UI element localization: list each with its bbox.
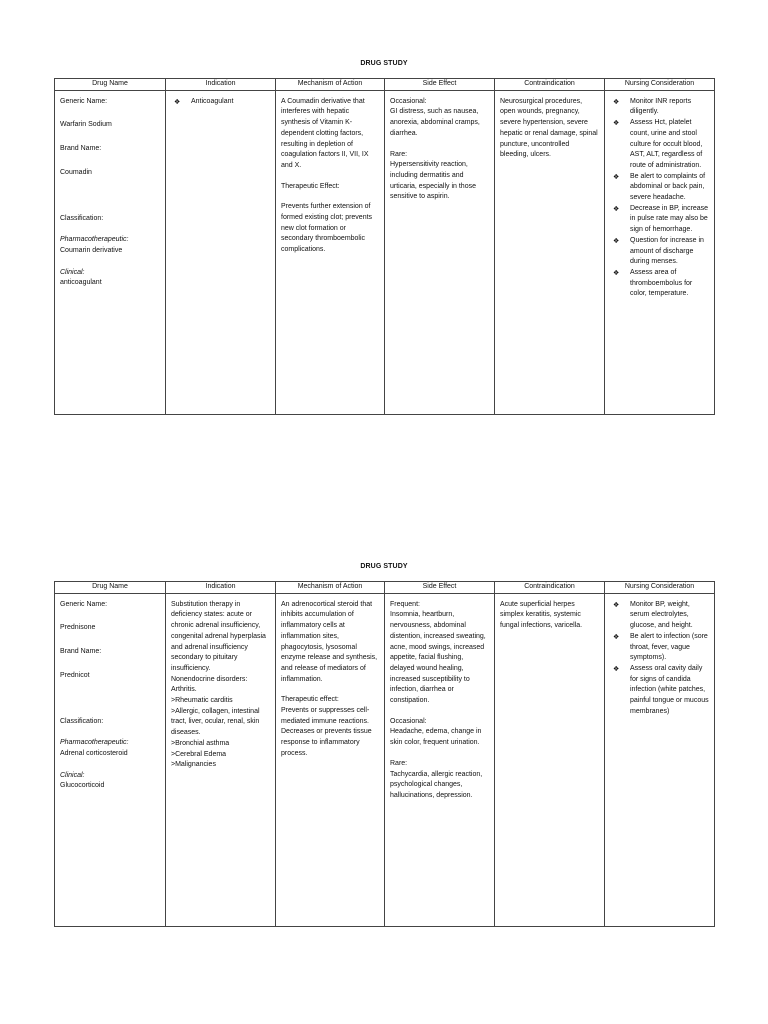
rare-text: Hypersensitivity reaction, including dermatitis and urticaria, especially in those sensitive to aspirin. [390, 161, 476, 201]
pharmacotherapeutic-label: Pharmacotherapeutic: [60, 236, 129, 244]
drug-study-table [54, 581, 715, 927]
generic-name: Warfarin Sodium [60, 121, 112, 129]
contraindication-cell [495, 90, 605, 414]
header-contraindication: Contraindication [495, 582, 605, 594]
occasional-text: Headache, edema, change in skin color, frequent urination. [390, 728, 482, 747]
mechanism-text: An adrenocortical steroid that inhibits accumulation of inflammatory cells at inflammation sites, phagocytosis, lysosomal enzyme release and synthesis, and release of mediators of inflammation. [281, 600, 378, 683]
indication-line: Substitution therapy in deficiency states: acute or chronic adrenal insufficiency, congenital adrenal hyperplasia and adrenal insufficiency secondary to pituitary insufficiency. [171, 600, 266, 672]
list-item: ❖ Assess oral cavity daily for signs of candida infection (white patches, painful tongue or mucous membranes) [610, 664, 709, 718]
rare-text: Tachycardia, allergic reaction, psychological changes, hallucinations, depression. [390, 770, 483, 799]
header-contraindication: Contraindication [495, 79, 605, 91]
drug-name-cell [55, 90, 166, 414]
occasional-label: Occasional: [390, 717, 427, 725]
table-header-row [55, 79, 715, 91]
list-item: ❖ Decrease in BP, increase in pulse rate may also be sign of hemorrhage. [610, 204, 709, 236]
drug-study-table [54, 78, 715, 415]
brand-name: Prednicot [60, 671, 90, 679]
classification-label: Classification: [60, 717, 104, 725]
indication-cell [166, 593, 276, 926]
frequent-label: Frequent: [390, 600, 420, 608]
therapeutic-effect-label: Therapeutic Effect: [281, 182, 340, 190]
nursing-list [610, 600, 709, 718]
indication-line: >Allergic, collagen, intestinal tract, liver, ocular, renal, skin diseases. [171, 707, 260, 737]
header-indication: Indication [166, 582, 276, 594]
indication-cell [166, 90, 276, 414]
contraindication-text: Neurosurgical procedures, open wounds, pregnancy, severe hypertension, severe hepatic or renal damage, spinal puncture, uncontrolled bleeding, ulcers. [500, 97, 598, 159]
list-item: ❖ Assess area of thromboembolus for color, temperature. [610, 268, 709, 300]
brand-name: Coumadin [60, 168, 92, 176]
drug-name-cell [55, 593, 166, 926]
classification-label: Classification: [60, 214, 104, 222]
indication-line: Nonendocrine disorders: Arthritis. [171, 675, 248, 694]
nursing-cell [605, 90, 715, 414]
indication-line: >Rheumatic carditis [171, 697, 233, 705]
pharmacotherapeutic-value: Coumarin derivative [60, 246, 123, 254]
mechanism-cell [276, 593, 385, 926]
header-mechanism: Mechanism of Action [276, 582, 385, 594]
table-row [55, 593, 715, 926]
drug-study-2 [54, 563, 714, 927]
frequent-text: Insomnia, heartburn, nervousness, abdominal distention, increased sweating, acne, mood swings, increased appetite, facial flushing, delayed wound healing, increased susceptibility to infection, diarrhea or constipation. [390, 611, 486, 705]
rare-label: Rare: [390, 759, 408, 767]
table-row [55, 90, 715, 414]
header-drug-name: Drug Name [55, 582, 166, 594]
brand-name-label: Brand Name: [60, 648, 102, 656]
clinical-label: Clinical: [60, 268, 85, 276]
rare-label: Rare: [390, 150, 408, 158]
header-side-effect: Side Effect [385, 582, 495, 594]
header-indication: Indication [166, 79, 276, 91]
brand-name-label: Brand Name: [60, 145, 102, 153]
clinical-value: anticoagulant [60, 279, 102, 287]
side-effect-cell [385, 593, 495, 926]
header-side-effect: Side Effect [385, 79, 495, 91]
header-nursing: Nursing Consideration [605, 79, 715, 91]
list-item: ❖ Be alert to infection (sore throat, fever, vague symptoms). [610, 632, 709, 664]
generic-name: Prednisone [60, 624, 96, 632]
header-drug-name: Drug Name [55, 79, 166, 91]
clinical-label: Clinical: [60, 771, 85, 779]
pharmacotherapeutic-label: Pharmacotherapeutic: [60, 739, 129, 747]
clinical-value: Glucocorticoid [60, 782, 105, 790]
indication-line: >Cerebral Edema [171, 750, 227, 758]
indication-line: >Malignancies [171, 761, 216, 769]
indication-line: >Bronchial asthma [171, 739, 230, 747]
header-mechanism: Mechanism of Action [276, 79, 385, 91]
contraindication-text: Acute superficial herpes simplex keratitis, systemic fungal infections, varicella. [500, 600, 583, 630]
occasional-label: Occasional: [390, 97, 427, 105]
therapeutic-effect-label: Therapeutic effect: [281, 696, 339, 704]
study-title: DRUG STUDY [360, 60, 408, 67]
list-item: ❖ Monitor BP, weight, serum electrolytes, glucose, and height. [610, 600, 709, 632]
list-item: ❖ Question for increase in amount of discharge during menses. [610, 236, 709, 268]
nursing-list [610, 97, 709, 300]
table-header-row [55, 582, 715, 594]
occasional-text: GI distress, such as nausea, anorexia, abdominal cramps, diarrhea. [390, 108, 480, 137]
study-title: DRUG STUDY [360, 563, 408, 570]
therapeutic-effect-text: Prevents or suppresses cell-mediated immune reactions. Decreases or prevents tissue response to inflammatory process. [281, 707, 372, 757]
nursing-cell [605, 593, 715, 926]
list-item: ❖ Monitor INR reports diligently. [610, 97, 709, 118]
mechanism-cell [276, 90, 385, 414]
contraindication-cell [495, 593, 605, 926]
therapeutic-effect-text: Prevents further extension of formed existing clot; prevents new clot formation or secondary thromboembolic complications. [281, 203, 373, 254]
indication-list [171, 97, 270, 108]
generic-name-label: Generic Name: [60, 97, 108, 105]
generic-name-label: Generic Name: [60, 600, 108, 608]
list-item: ❖ Anticoagulant [171, 97, 270, 108]
mechanism-text: A Coumadin derivative that interferes with hepatic synthesis of Vitamin K-dependent clotting factors, resulting in depletion of coagulation factors II, VII, IX and X. [281, 97, 369, 169]
list-item: ❖ Assess Hct, platelet count, urine and stool culture for occult blood, AST, ALT, regardless of route of administration. [610, 118, 709, 172]
drug-study-1 [54, 60, 714, 415]
list-item: ❖ Be alert to complaints of abdominal or back pain, severe headache. [610, 172, 709, 204]
header-nursing: Nursing Consideration [605, 582, 715, 594]
pharmacotherapeutic-value: Adrenal corticosteroid [60, 749, 128, 757]
side-effect-cell [385, 90, 495, 414]
